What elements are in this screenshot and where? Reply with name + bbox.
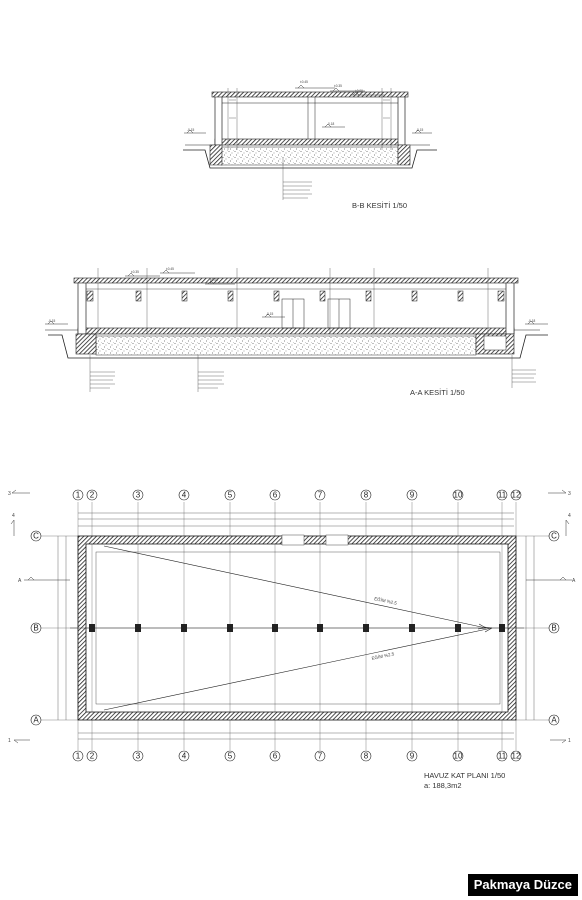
column-3 xyxy=(135,624,141,632)
aa-section-title: A-A KESİTİ 1/50 xyxy=(410,388,465,397)
axis-bubble-4-top xyxy=(179,490,189,500)
section-mark-3-right: 3 xyxy=(568,491,571,497)
axis-bubble-1-bottom xyxy=(73,751,83,761)
svg-text:A: A xyxy=(33,715,39,725)
aa-level-5: -0.15 xyxy=(48,319,56,323)
section-mark-1-right: 1 xyxy=(568,738,571,744)
watermark-badge: Pakmaya Düzce xyxy=(468,874,578,896)
plan-area: a: 188,3m2 xyxy=(424,781,462,790)
axis-bubble-B-right xyxy=(549,623,559,633)
axis-bubble-6-bottom xyxy=(270,751,280,761)
bb-level-3: ±0.00 xyxy=(355,89,363,93)
svg-text:10: 10 xyxy=(453,751,463,761)
svg-text:4: 4 xyxy=(181,751,187,761)
axis-bubble-8-bottom xyxy=(361,751,371,761)
axis-bubble-9-top xyxy=(407,490,417,500)
section-aa xyxy=(45,267,548,397)
axis-bubble-11-top xyxy=(497,490,507,500)
axis-bubble-10-top xyxy=(453,490,463,500)
axis-bubble-5-top xyxy=(225,490,235,500)
section-bb xyxy=(183,80,437,210)
svg-text:A: A xyxy=(551,715,557,725)
section-mark-3-left: 3 xyxy=(8,491,11,497)
axis-bubble-10-bottom xyxy=(453,751,463,761)
axis-bubble-4-bottom xyxy=(179,751,189,761)
axis-bubble-3-bottom xyxy=(133,751,143,761)
section-mark-4-right: 4 xyxy=(568,513,571,519)
svg-text:1: 1 xyxy=(75,751,81,761)
column-6 xyxy=(272,624,278,632)
svg-text:C: C xyxy=(33,531,39,541)
column-2 xyxy=(89,624,95,632)
axis-bubble-7-bottom xyxy=(315,751,325,761)
svg-text:2: 2 xyxy=(89,490,95,500)
column-8 xyxy=(363,624,369,632)
slope-label-upper: EĞİM %2.5 xyxy=(373,596,398,606)
section-mark-a-right: A xyxy=(572,578,576,584)
plan-title: HAVUZ KAT PLANI 1/50 xyxy=(424,771,506,780)
svg-text:3: 3 xyxy=(135,751,141,761)
svg-text:11: 11 xyxy=(497,490,507,500)
svg-text:11: 11 xyxy=(497,751,507,761)
svg-text:10: 10 xyxy=(453,490,463,500)
aa-level-1: ±0.35 xyxy=(131,270,139,274)
axis-bubble-8-top xyxy=(361,490,371,500)
column-11 xyxy=(499,624,505,632)
axis-bubble-3-top xyxy=(133,490,143,500)
axis-bubble-C-left xyxy=(31,531,41,541)
aa-level-6: -0.18 xyxy=(528,319,536,323)
axis-bubble-6-top xyxy=(270,490,280,500)
svg-text:8: 8 xyxy=(363,751,369,761)
svg-text:B: B xyxy=(33,623,39,633)
bb-level-2: ±0.35 xyxy=(334,84,342,88)
svg-text:C: C xyxy=(551,531,557,541)
axis-bubble-1-top xyxy=(73,490,83,500)
column-7 xyxy=(317,624,323,632)
svg-text:8: 8 xyxy=(363,490,369,500)
svg-text:1: 1 xyxy=(75,490,81,500)
pool-floor-plan xyxy=(8,490,576,790)
axis-bubble-12-top xyxy=(511,490,521,500)
section-mark-4-left: 4 xyxy=(12,513,15,519)
bb-level-1: ±0.45 xyxy=(300,80,308,84)
svg-text:7: 7 xyxy=(317,490,323,500)
bb-level-4: -0.18 xyxy=(327,122,335,126)
svg-text:7: 7 xyxy=(317,751,323,761)
bb-level-5: -0.15 xyxy=(187,128,195,132)
svg-text:5: 5 xyxy=(227,751,233,761)
axis-bubble-C-right xyxy=(549,531,559,541)
svg-text:12: 12 xyxy=(511,490,521,500)
bb-section-title: B-B KESİTİ 1/50 xyxy=(352,201,408,210)
column-9 xyxy=(409,624,415,632)
svg-text:B: B xyxy=(551,623,557,633)
axis-bubble-11-bottom xyxy=(497,751,507,761)
bb-level-6: -0.15 xyxy=(416,128,424,132)
section-mark-a-left: A xyxy=(18,578,22,584)
axis-bubble-7-top xyxy=(315,490,325,500)
svg-text:12: 12 xyxy=(511,751,521,761)
aa-level-3: ±0.00 xyxy=(210,278,218,282)
aa-level-4: -0.15 xyxy=(266,312,274,316)
svg-text:5: 5 xyxy=(227,490,233,500)
aa-level-2: ±0.45 xyxy=(166,267,174,271)
axis-bubble-9-bottom xyxy=(407,751,417,761)
axis-bubble-B-left xyxy=(31,623,41,633)
axis-bubble-2-top xyxy=(87,490,97,500)
svg-text:9: 9 xyxy=(409,751,415,761)
column-10 xyxy=(455,624,461,632)
svg-text:2: 2 xyxy=(89,751,95,761)
section-mark-1-left: 1 xyxy=(8,738,11,744)
axis-bubble-A-right xyxy=(549,715,559,725)
slope-label-lower: EĞİM %2.5 xyxy=(371,651,395,661)
axis-bubble-2-bottom xyxy=(87,751,97,761)
svg-text:9: 9 xyxy=(409,490,415,500)
svg-text:6: 6 xyxy=(272,490,278,500)
axis-bubble-5-bottom xyxy=(225,751,235,761)
axis-bubble-A-left xyxy=(31,715,41,725)
svg-text:6: 6 xyxy=(272,751,278,761)
column-5 xyxy=(227,624,233,632)
column-4 xyxy=(181,624,187,632)
svg-text:3: 3 xyxy=(135,490,141,500)
axis-bubble-12-bottom xyxy=(511,751,521,761)
svg-text:4: 4 xyxy=(181,490,187,500)
